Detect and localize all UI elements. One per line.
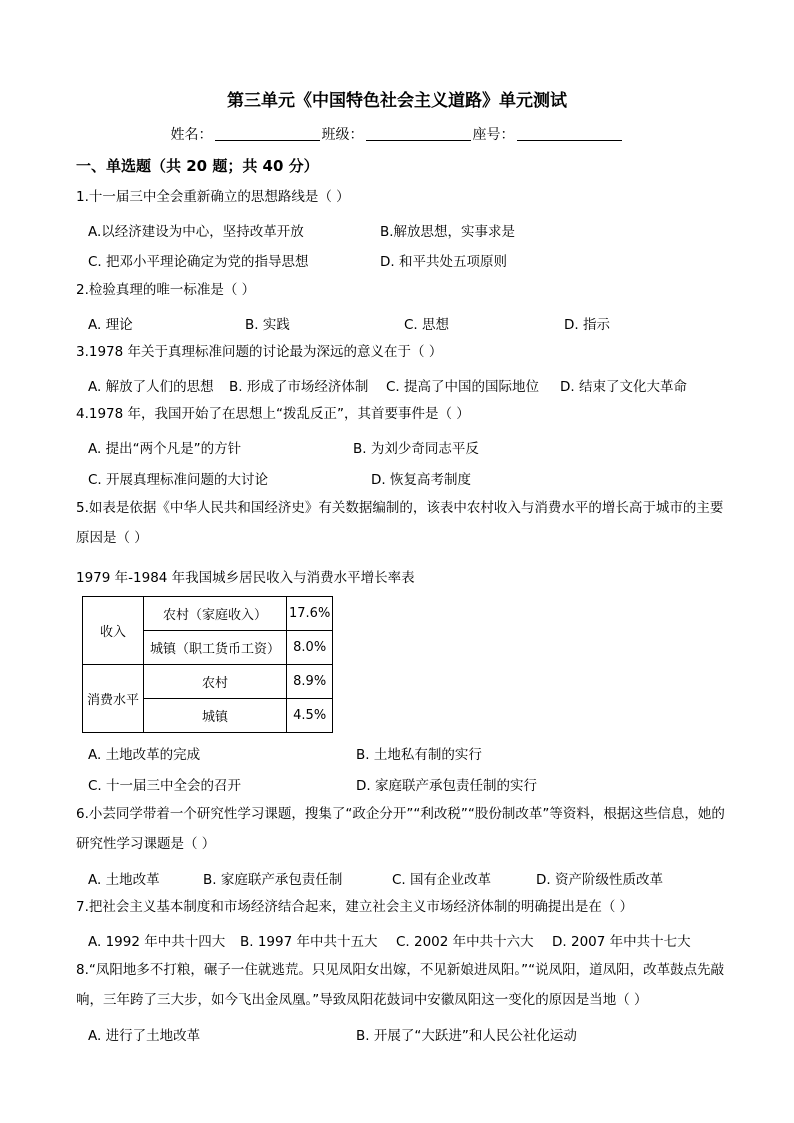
question-4-options-2 bbox=[88, 468, 728, 492]
question-4: 4.1978 年，我国开始了在思想上“拨乱反正”，其首要事件是（ ） bbox=[76, 406, 470, 422]
table-cell: 8.0% bbox=[287, 631, 333, 665]
student-info-bar bbox=[0, 124, 794, 144]
option-b[interactable]: B. 实践 bbox=[245, 317, 290, 333]
option-a[interactable]: A. 土地改革 bbox=[88, 872, 160, 888]
option-b[interactable]: B. 开展了“大跃进”和人民公社化运动 bbox=[356, 1028, 577, 1044]
question-6: 6.小芸同学带着一个研究性学习课题，搜集了“政企分开”“利改税”“股份制改革”等资料，根据这些信息，她的研究性学习课题是（ ） bbox=[76, 806, 725, 852]
option-d[interactable]: D. 家庭联产承包责任制的实行 bbox=[356, 778, 537, 794]
table-row bbox=[83, 597, 333, 631]
question-3: 3.1978 年关于真理标准问题的讨论最为深远的意义在于（ ） bbox=[76, 344, 443, 360]
table-cell: 17.6% bbox=[287, 597, 333, 631]
option-a[interactable]: A. 1992 年中共十四大 bbox=[88, 934, 226, 950]
option-b[interactable]: B.解放思想，实事求是 bbox=[380, 224, 516, 240]
seat-blank[interactable] bbox=[517, 126, 622, 141]
question-2-options bbox=[88, 313, 728, 337]
table-cell: 农村（家庭收入） bbox=[144, 597, 287, 631]
question-6-options bbox=[88, 868, 728, 892]
table-cell: 4.5% bbox=[287, 699, 333, 733]
option-d[interactable]: D. 2007 年中共十七大 bbox=[552, 934, 691, 950]
question-1: 1.十一届三中全会重新确立的思想路线是（ ） bbox=[76, 189, 350, 205]
page-title: 第三单元《中国特色社会主义道路》单元测试 bbox=[227, 91, 567, 111]
option-c[interactable]: C. 十一届三中全会的召开 bbox=[88, 778, 242, 794]
question-7: 7.把社会主义基本制度和市场经济结合起来，建立社会主义市场经济体制的明确提出是在（ ） bbox=[76, 899, 634, 915]
option-b[interactable]: B. 1997 年中共十五大 bbox=[240, 934, 378, 950]
option-a[interactable]: A. 理论 bbox=[88, 317, 133, 333]
option-a[interactable]: A.以经济建设为中心，坚持改革开放 bbox=[88, 224, 304, 240]
class-label: 班级： bbox=[321, 127, 364, 143]
option-c[interactable]: C. 国有企业改革 bbox=[392, 872, 492, 888]
name-label: 姓名： bbox=[170, 127, 213, 143]
option-d[interactable]: D. 资产阶级性质改革 bbox=[536, 872, 663, 888]
question-5-options-2 bbox=[88, 774, 728, 798]
table-cell: 城镇 bbox=[144, 699, 287, 733]
option-a[interactable]: A. 提出“两个凡是”的方针 bbox=[88, 441, 242, 457]
question-4-options bbox=[88, 437, 728, 461]
question-2: 2.检验真理的唯一标准是（ ） bbox=[76, 282, 256, 298]
option-b[interactable]: B. 土地私有制的实行 bbox=[356, 747, 482, 763]
option-a[interactable]: A. 土地改革的完成 bbox=[88, 747, 201, 763]
class-blank[interactable] bbox=[366, 126, 471, 141]
option-d[interactable]: D. 恢复高考制度 bbox=[371, 472, 471, 488]
question-5-options bbox=[88, 743, 728, 767]
option-a[interactable]: A. 进行了土地改革 bbox=[88, 1028, 201, 1044]
question-3-options bbox=[88, 375, 728, 399]
option-a[interactable]: A. 解放了人们的思想 bbox=[88, 379, 214, 395]
option-c[interactable]: C. 把邓小平理论确定为党的指导思想 bbox=[88, 254, 309, 270]
option-d[interactable]: D. 和平共处五项原则 bbox=[380, 254, 507, 270]
table-caption: 1979 年-1984 年我国城乡居民收入与消费水平增长率表 bbox=[76, 570, 415, 586]
table-cell: 农村 bbox=[144, 665, 287, 699]
option-b[interactable]: B. 为刘少奇同志平反 bbox=[353, 441, 479, 457]
option-c[interactable]: C. 2002 年中共十六大 bbox=[396, 934, 534, 950]
option-d[interactable]: D. 指示 bbox=[564, 317, 610, 333]
option-b[interactable]: B. 形成了市场经济体制 bbox=[229, 379, 369, 395]
question-1-options bbox=[88, 220, 728, 244]
option-c[interactable]: C. 开展真理标准问题的大讨论 bbox=[88, 472, 269, 488]
option-c[interactable]: C. 思想 bbox=[404, 317, 450, 333]
table-row bbox=[83, 665, 333, 699]
seat-label: 座号： bbox=[472, 127, 515, 143]
question-8: 8.“凤阳地多不打粮，碾子一住就逃荒。只见凤阳女出嫁，不见新娘进凤阳。”“说凤阳，道凤阳，改革鼓点先敲响，三年跨了三大步，如今飞出金凤凰。”导致凤阳花鼓词中安徽凤阳这一变化的原因是当地（ ） bbox=[76, 962, 725, 1008]
name-blank[interactable] bbox=[215, 126, 320, 141]
table-cell: 消费水平 bbox=[83, 665, 144, 733]
section-heading: 一、单选题（共 20 题；共 40 分） bbox=[76, 157, 319, 175]
question-1-options-2 bbox=[88, 250, 728, 274]
table-cell: 城镇（职工货币工资） bbox=[144, 631, 287, 665]
option-d[interactable]: D. 结束了文化大革命 bbox=[560, 379, 687, 395]
option-c[interactable]: C. 提高了中国的国际地位 bbox=[386, 379, 540, 395]
table-cell: 收入 bbox=[83, 597, 144, 665]
question-8-options bbox=[88, 1024, 728, 1048]
question-7-options bbox=[88, 930, 728, 954]
growth-rate-table bbox=[82, 596, 333, 733]
option-b[interactable]: B. 家庭联产承包责任制 bbox=[203, 872, 343, 888]
table-cell: 8.9% bbox=[287, 665, 333, 699]
question-5: 5.如表是依据《中华人民共和国经济史》有关数据编制的，该表中农村收入与消费水平的增长高于城市的主要原因是（ ） bbox=[76, 500, 724, 546]
